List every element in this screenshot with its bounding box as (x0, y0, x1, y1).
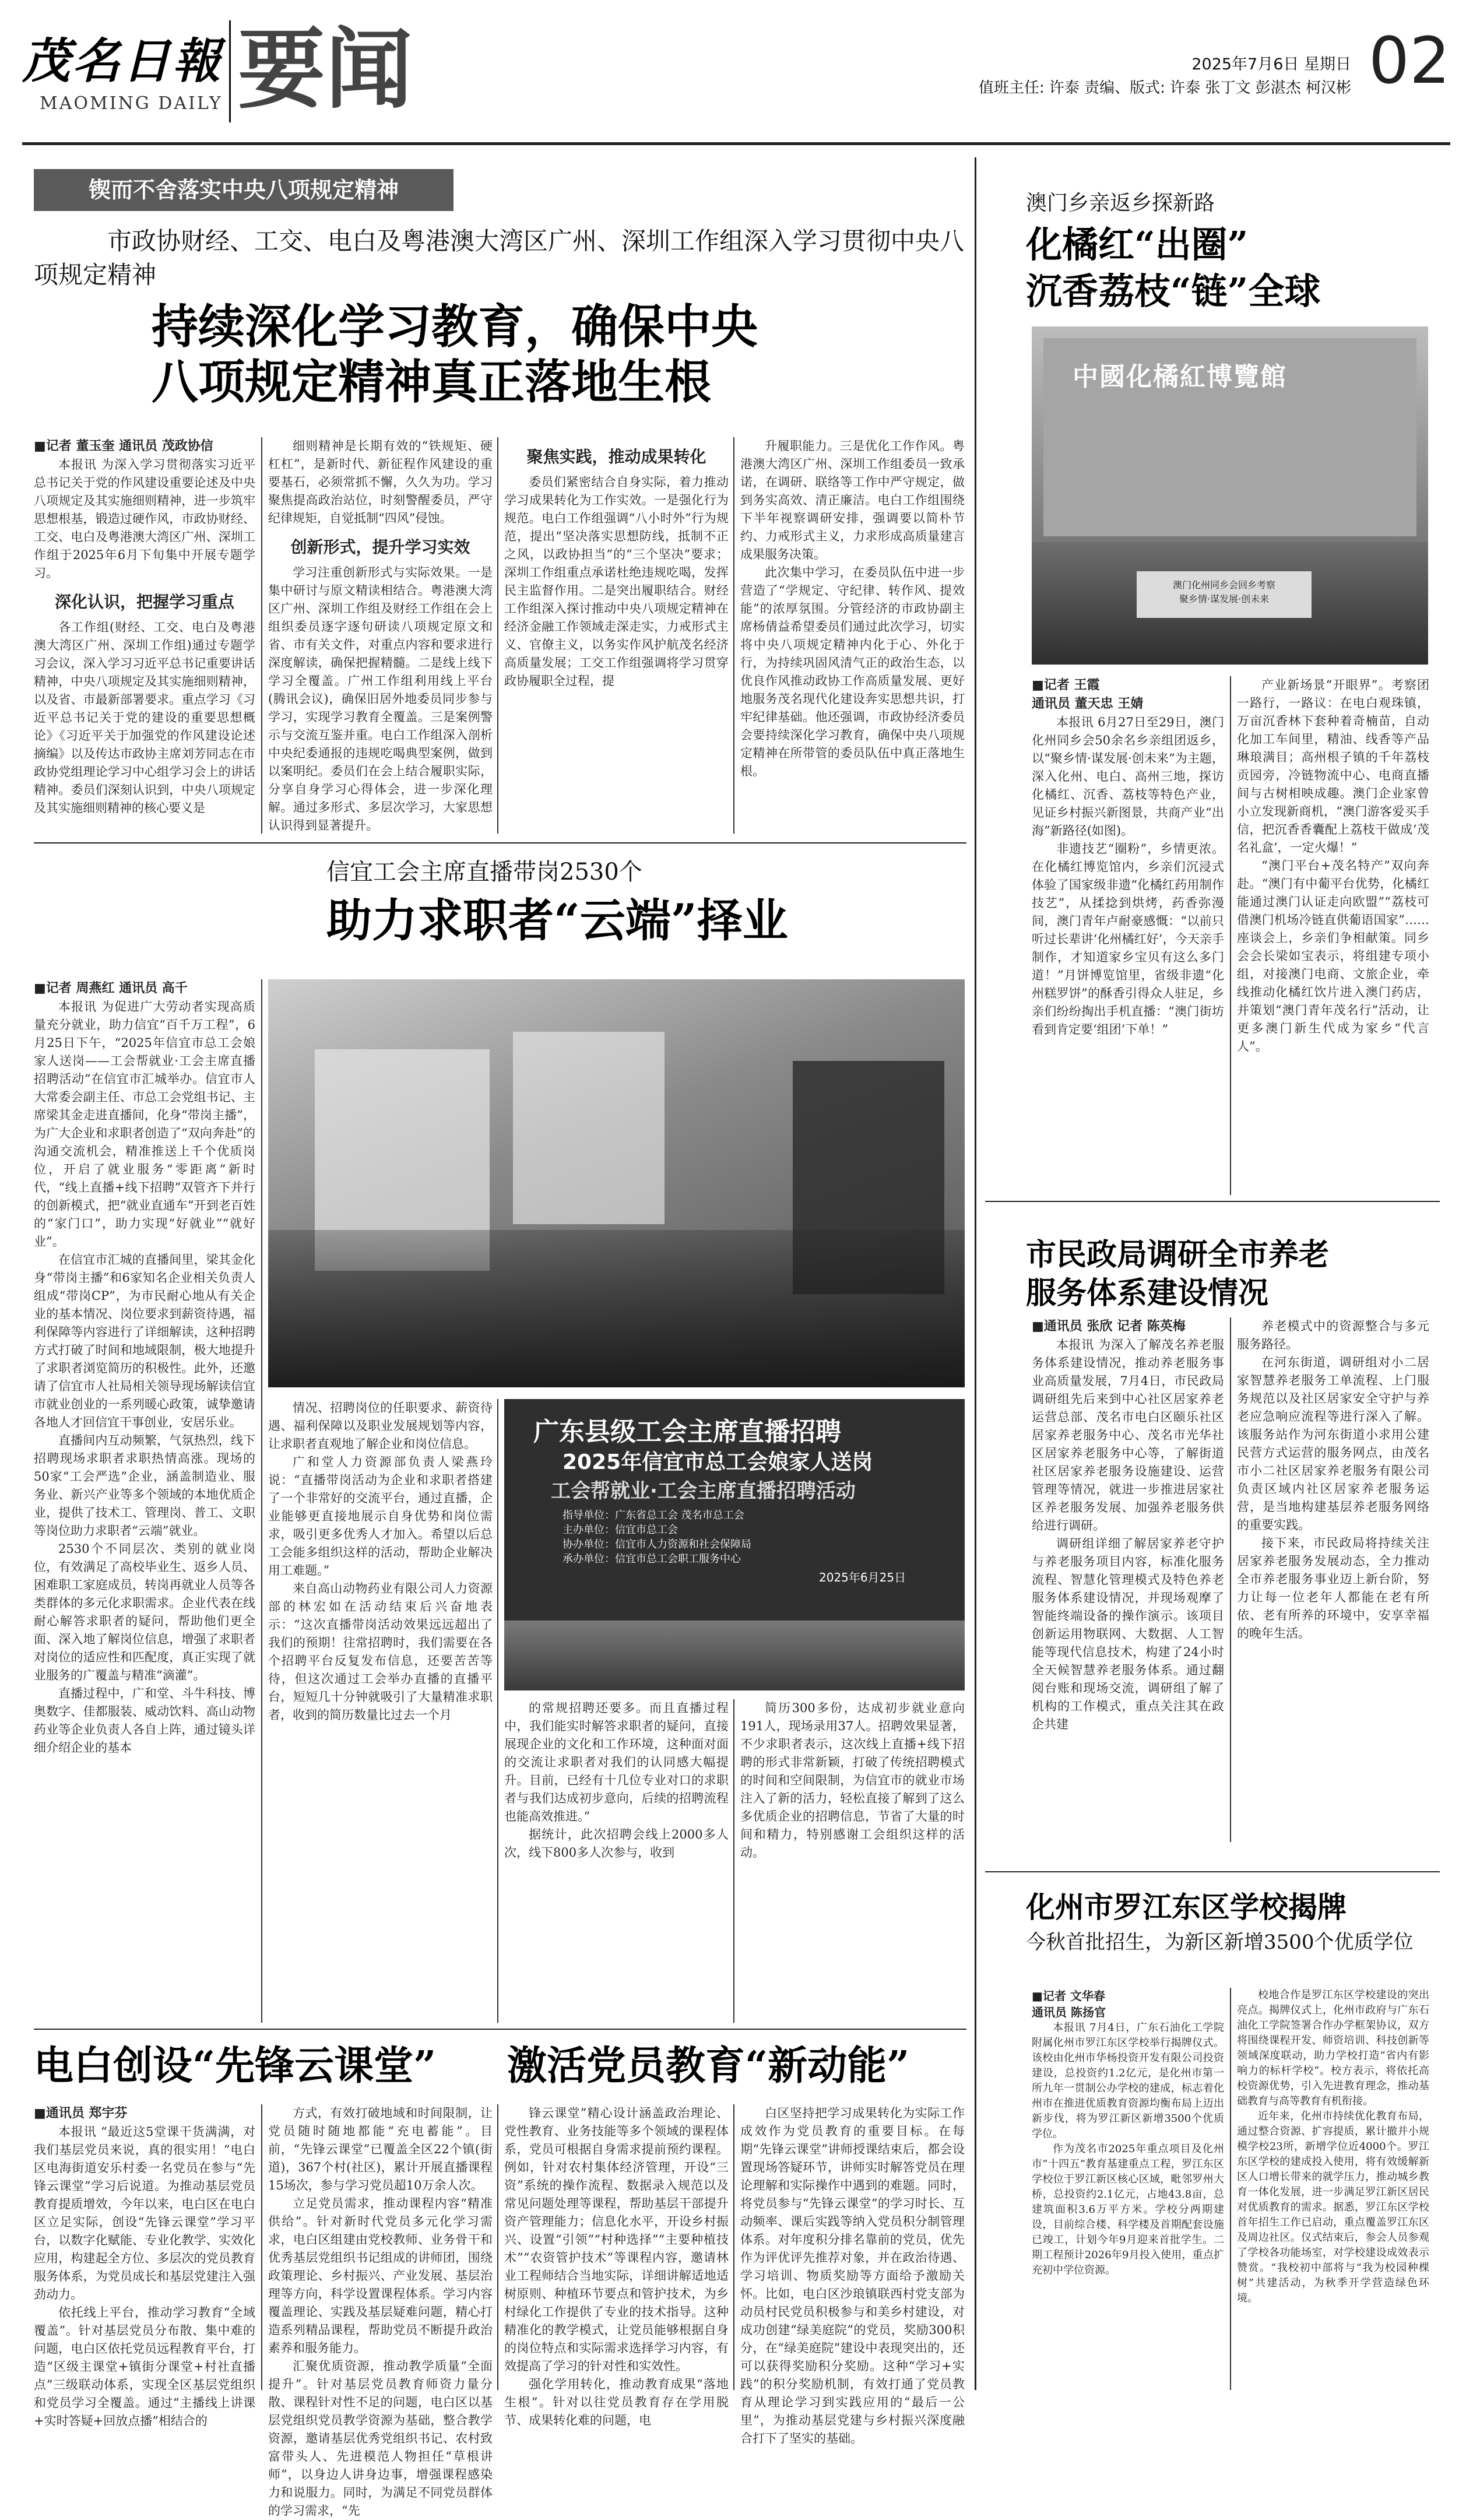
macao-title-2: 沉香荔枝“链”全球 (1026, 270, 1321, 312)
eldercare-paragraph: 养老模式中的资源整合与多元服务路径。 (1237, 1319, 1429, 1351)
jobs-paragraph: 来自高山动物药业有限公司人力资源部的林宏如在活动结束后兴奋地表示：“这次直播带岗活动效果远远超出了我们的预期！往常招聘时，我们需要在各个招聘平台反复发布信息，还要苦苦等待，但这次通过工会举办直播的直播平台，短短几十分钟就吸引了大量精准求职者，收到的简历数量比过去一个月 (268, 1581, 493, 1722)
column-rule (1230, 676, 1231, 1195)
lead-col-2 (268, 437, 493, 835)
party-col-2 (268, 2104, 493, 2520)
section-title: 要闻 (238, 19, 413, 121)
party-col-4 (740, 2104, 965, 2448)
macao-paragraph: 非遗技艺“圈粉”，乡情更浓。在化橘红博览馆内，乡亲们沉浸式体验了国家级非遗“化橘红药用制作技艺”，从揉捻到烘烤，药香弥漫间，澳门青年卢耐豪感慨：“以前只听过长辈讲‘化州橘红好’，今天亲手制作，才知道家乡宝贝有这么多门道！”月饼博览馆里，省级非遗“化州糕罗饼”的酥香引得众人驻足，乡亲们纷纷掏出手机直播：“澳门街坊看到肯定要‘组团’下单！” (1032, 842, 1224, 1036)
issue-date: 2025年7月6日 星期日 (1191, 55, 1351, 73)
column-rule (261, 437, 262, 834)
school-paragraph: 近年来，化州市持续优化教育布局，通过整合资源、扩容提质，累计撤并小规模学校23所，新增学位近4000个。罗江东区学校的建成投入使用，将有效缓解新区人口增长带来的就学压力，推动城乡教育一体化发展，进一步满足罗江新区居民对优质教育的需求。据悉，罗江东区学校首年招生工作已启动，重点覆盖罗江东区及周边社区。仪式结束后，参会人员参观了学校各功能场室，对学校建设成效表示赞赏。“我校初中部将与“我为校园种棵树”共建活动，为秋季开学营造绿色环境。 (1237, 2110, 1429, 2304)
stage-credits: 指导单位：广东省总工会 茂名市总工会 (563, 1509, 744, 1521)
photo-livestream-stage (504, 1399, 965, 1690)
lead-paragraph: 学习注重创新形式与实际效果。一是集中研讨与原文精读相结合。粤港澳大湾区广州、深圳工作组及财经工作组在会上组织委员逐字逐句研读八项规定原文和省、市有关文件，对重点内容和要求进行深度解读，确保把握精髓。二是线上线下学习全覆盖。广州工作组利用线上平台(腾讯会议)，确保旧居外地委员同步参与学习，实现学习教育全覆盖。三是案例警示与交流互鉴并重。电白工作组深入剖析中央纪委通报的违规吃喝典型案例，做到以案明纪。委员们在会上结合履职实际，分享自身学习心得体会，进一步深化理解。通过多形式、多层次学习，大家思想认识得到显著提升。 (268, 565, 493, 832)
column-rule (261, 2104, 262, 2390)
lead-col-4 (740, 437, 965, 781)
eldercare-title-1: 市民政局调研全市养老 (1026, 1237, 1330, 1273)
lead-paragraph: 各工作组(财经、工交、电白及粤港澳大湾区广州、深圳工作组)通过专题学习会议，深入学习习近平总书记重要讲话精神，中央八项规定及其实施细则精神，以及省、市最新部署要求。重点学习《习近平总书记关于党的建设的重要思想概论》《习近平关于加强党的作风建设论述摘编》以及传达市政协主席刘芳同志在市政协党组理论学习中心组学习会上的讲话精神。委员们深刻认识到，中央八项规定及其实施细则精神的核心要义是 (34, 620, 255, 815)
jobs-paragraph: 2530个不同层次、类别的就业岗位，有效满足了高校毕业生、返乡人员、困难职工家庭成员，转岗再就业人员等各类群体的多元化求职需求。企业代表在线耐心解答求职者的疑问，帮助他们更全面、深入地了解岗位信息，增强了求职者对岗位的适应性和匹配度，真正实现了就业服务的广覆盖与精准“滴灌”。 (34, 1542, 255, 1682)
party-title-right: 激活党员教育“新动能” (507, 2043, 910, 2089)
column-rule (1230, 1988, 1231, 2390)
photo-boards (513, 1032, 665, 1224)
photo-crowd (268, 1230, 965, 1387)
macao-paragraph: “澳门平台+茂名特产”双向奔赴。“澳门有中葡平台优势，化橘红能通过澳门认证走向欧盟”“荔枝可借澳门机场冷链直供葡语国家”……座谈会上，乡亲们争相献策。同乡会会长梁如宝表示，将组建专项小组，对接澳门电商、文旅企业，牵线推动化橘红饮片进入澳门药店，并策划“澳门青年茂名行”活动，让更多澳门新生代成为家乡“代言人”。 (1237, 859, 1429, 1053)
photo-macao-visit (1032, 326, 1428, 665)
section-rule (985, 1201, 1440, 1202)
macao-title-1: 化橘红“出圈” (1026, 223, 1249, 266)
jobs-paragraph: 本报讯 为促进广大劳动者实现高质量充分就业，助力信宜“百千万工程”，6月25日下午，“2025年信宜市总工会娘家人送岗——工会帮就业·工会主席直播招聘活动”在信宜市汇城举办。信宜市人大常委会副主任、市总工会党组书记、主席梁其金走进直播间，化身“带岗主播”，为广大企业和求职者创造了“双向奔赴”的沟通交流机会，精准推送上千个优质岗位，开启了就业服务“零距离”新时代，“线上直播+线下招聘”双管齐下并行的创新模式，把“就业直通车”开到老百姓的“家门口”，助力实现“好就业”“就好业”。 (34, 1000, 255, 1249)
macao-byline: ■记者 王霞 通讯员 董天忠 王婧 (1032, 678, 1144, 711)
party-paragraph: 汇聚优质资源，推动教学质量“全面提升”。针对基层党员教育师资力量分散、课程针对性不足的问题，电白区以基层党组织党员教学资源为基础，整合教学资源，邀请基层优秀党组织书记、农村致富带头人、先进模范人物担任“草根讲师”，以身边人讲身边事，增强课程感染力和说服力。同时，为满足不同党员群体的学习需求，“先 (268, 2359, 493, 2518)
lead-title-2: 八项规定精神真正落地生根 (152, 354, 711, 409)
eldercare-col-2 (1237, 1317, 1429, 1643)
group-banner: 澳门化州同乡会回乡考察 聚乡情·谋发展·创未来 (1137, 571, 1312, 618)
lead-col-3 (504, 437, 729, 690)
hall-sign: 中國化橘紅博覽館 (1073, 362, 1287, 392)
macao-kicker: 澳门乡亲返乡探新路 (1026, 191, 1215, 215)
party-byline: ■通讯员 郑宇芬 (34, 2106, 128, 2121)
jobs-paragraph: 广和堂人力资源部负责人梁燕玲说：“直播带岗活动为企业和求职者搭建了一个非常好的交流平台，通过直播，企业能够更直接地展示自身优势和岗位需求，吸引更多优秀人才加入。希望以后总工会能多组织这样的活动，帮助企业解决用工难题。” (268, 1455, 493, 1577)
party-paragraph: 方式，有效打破地域和时间限制，让党员随时随地都能“充电蓄能”。目前，“先锋云课堂”已覆盖全区22个镇(街道)，367个村(社区)，累计开展直播课程15场次，参与学习党员超10万余人次。 (268, 2106, 493, 2192)
lead-subhead: 聚焦实践，推动成果转化 (526, 447, 706, 466)
school-title: 化州市罗江东区学校揭牌 (1026, 1890, 1347, 1924)
stage-banner-3: 工会帮就业·工会主席直播招聘活动 (551, 1479, 856, 1503)
eldercare-byline: ■通讯员 张欣 记者 陈英梅 (1032, 1319, 1186, 1334)
lead-paragraph: 本报讯 为深入学习贯彻落实习近平总书记关于党的作风建设重要论述及中央八项规定及其实施细则精神，进一步筑牢思想根基，锻造过硬作风，市政协财经、工交、电白及粤港澳大湾区广州、深圳工作组于2025年6月下旬集中开展专题学习。 (34, 458, 255, 580)
eldercare-col-1 (1032, 1317, 1224, 1734)
rail-rule (975, 157, 976, 2390)
column-rule (497, 2104, 498, 2390)
eldercare-title-2: 服务体系建设情况 (1026, 1275, 1269, 1311)
macao-paragraph: 产业新场景“开眼界”。考察团一路行，一路议：在电白观珠镇，万亩沉香林下套种着奇楠苗，自动化加工车间里，精油、线香等产品琳琅满目；高州根子镇的千年荔枝贡园旁，冷链物流中心、电商直播间与古树相映成趣。澳门企业家曾小立发现新商机，“澳门游客爱买手信，把沉香香囊配上荔枝干做成‘茂名礼盒’，一定火爆！” (1237, 678, 1429, 855)
lead-paragraph: 委员们紧密结合自身实际，着力推动学习成果转化为工作实效。一是强化行为规范。电白工作组强调“八小时外”行为规范，提出“坚决落实思想防线，抵制不正之风，以政协担当”的“三个坚决”要求；深圳工作组重点承诺杜绝违规吃喝，发挥民主监督作用。二是突出履职结合。财经工作组深入探讨推动中央八项规定精神在经济金融工作领域走深走实，力戒形式主义、官僚主义，以务实作风护航茂名经济高质量发展；工交工作组强调将学习贯穿政协履职全过程，提 (504, 475, 729, 688)
party-paragraph: 本报讯 “最近这5堂课干货满满，对我们基层党员来说，真的很实用！”电白区电海街道安乐村委一名党员在参与“先锋云课堂”学习后说道。为推动基层党员教育提质增效，今年以来，电白区在电白区立足实际，创设“先锋云课堂”学习平台，以数字化赋能、专业化教学、实效化应用，构建起全方位、多层次的党员教育服务体系，为党员成长和基层党建注入强劲动力。 (34, 2125, 255, 2301)
eldercare-paragraph: 本报讯 为深入了解茂名养老服务体系建设情况，推动养老服务事业高质量发展，7月4日，市民政局调研组先后来到中心社区居家养老运营总部、茂名市电白区颐乐社区居家养老服务中心、茂名市光华社区居家养老服务中心等，了解街道社区居家养老服务设施建设、运营管理等情况，就进一步推进居家社区养老服务发展、加强养老服务供给进行调研。 (1032, 1338, 1224, 1533)
column-rule (497, 1399, 498, 2023)
photo-job-fair (268, 979, 965, 1387)
jobs-title: 助力求职者“云端”择业 (326, 894, 788, 947)
masthead (22, 17, 1450, 140)
jobs-byline: ■记者 周燕红 通讯员 高千 (34, 981, 188, 996)
party-col-1 (34, 2104, 255, 2430)
eldercare-paragraph: 调研组详细了解居家养老守护与养老服务项目内容，标准化服务流程、智慧化管理模式及特色养老服务体系建设情况，并现场观摩了智能终端设备的操作演示。该项目创新运用物联网、大数据、人工智能等现代信息技术，构建了24小时全天候智慧养老服务体系。通过翻阅台账和现场交流，调研组了解了机构的工作模式，重点关注其在政企共建 (1032, 1537, 1224, 1731)
stage-credits: 主办单位：信宜市总工会 (563, 1524, 678, 1536)
jobs-mid-col-2 (268, 1399, 493, 1724)
lead-paragraph: 升履职能力。三是优化工作作风。粤港澳大湾区广州、深圳工作组委员一致承诺，在调研、联络等工作中严守规定，做到务实高效、清正廉洁。电白工作组围绕下半年视察调研安排，强调要以简朴节约、力戒形式主义，力求形成高质量建言成果服务决策。 (740, 439, 965, 561)
column-rule (261, 979, 262, 2023)
jobs-paragraph: 情况、招聘岗位的任职要求、薪资待遇、福利保障以及职业发展规划等内容，让求职者直观地了解企业和岗位信息。 (268, 1401, 493, 1451)
macao-paragraph: 本报讯 6月27日至29日，澳门化州同乡会50余名乡亲组团返乡，以“聚乡情·谋发展·创未来”为主题，深入化州、电白、高州三地，探访化橘红、沉香、荔枝等特色产业，见证乡村振兴新图景，共商产业“出海”新路径(如图)。 (1032, 715, 1224, 838)
school-paragraph: 校地合作是罗江东区学校建设的突出亮点。揭牌仪式上，化州市政府与广东石油化工学院签署合作办学框架协议，双方将围绕课程开发、师资培训、科技创新等领域深度联动，助力学校打造“省内有影响力的标杆学校”。校方表示，将依托高校资源优势，引入先进教育理念，推动基础教育与高等教育有机衔接。 (1237, 1989, 1429, 2107)
section-rule (34, 842, 966, 843)
jobs-col-1 (34, 979, 255, 1757)
stage-banner-2: 2025年信宜市总工会娘家人送岗 (563, 1450, 873, 1474)
macao-col-2 (1237, 676, 1429, 1056)
jobs-paragraph: 直播间内互动频繁，气氛热烈，线下招聘现场求职者求职热情高涨。现场的50家“工会严选”企业，涵盖制造业、服务业、新兴产业等多个领域的本地优质企业，提供了技术工、管理岗、普工、文职等岗位助力求职者“云端”就业。 (34, 1433, 255, 1538)
banner-tag: 锲而不舍落实中央八项规定精神 (34, 169, 453, 211)
section-divider (229, 20, 231, 122)
lead-subhead: 创新形式，提升学习实效 (290, 537, 470, 557)
section-rule (34, 2029, 966, 2030)
party-paragraph: 强化学用转化，推动教育成果“落地生根”。针对以往党员教育存在学用脱节、成果转化难的问题，电 (504, 2377, 729, 2427)
jobs-paragraph: 在信宜市汇城的直播间里，梁其金化身“带岗主播”和6家知名企业相关负责人组成“带岗CP”，为市民耐心地从有关企业的基本情况、岗位要求到薪资待遇，福利保障等内容进行了详细解读，这种招聘方式打破了时间和地域限制，极大地提升了求职者浏览简历的积极性。此外，还邀请了信宜市人社局相关领导现场解读信宜市就业创业的一系列暖心政策，诚挚邀请各地人才回信宜干事创业，安居乐业。 (34, 1253, 255, 1429)
jobs-mid-col-3 (504, 1699, 729, 1862)
page-number: 02 (1369, 23, 1450, 98)
column-rule (733, 437, 734, 834)
column-rule (1230, 1317, 1231, 1842)
column-rule (733, 1699, 734, 2023)
stage-credits: 协办单位：信宜市人力资源和社会保障局 (563, 1538, 751, 1551)
lead-kicker: 市政协财经、工交、电白及粤港澳大湾区广州、深圳工作组深入学习贯彻中央八项规定精神 (34, 227, 965, 289)
eldercare-paragraph: 接下来，市民政局将持续关注居家养老服务发展动态，全力推动全市养老服务事业迈上新台阶，努力让每一位老年人都能在老有所依、老有所养的环境中，安享幸福的晚年生活。 (1237, 1536, 1429, 1640)
masthead-logo-en: MAOMING DAILY (40, 93, 223, 114)
jobs-paragraph: 的常规招聘还要多。而且直播过程中，我们能实时解答求职者的疑问，直接展现企业的文化和工作环境，这种面对面的交流让求职者对我们的认同感大幅提升。目前，已经有十几位专业对口的求职者与我们达成初步意向，后续的招聘流程也能高效推进。” (504, 1701, 729, 1823)
column-rule (497, 437, 498, 834)
party-paragraph: 依托线上平台，推动学习教育“全域覆盖”。针对基层党员分布散、集中难的问题，电白区依托党员远程教育平台，打造“区级主课堂+镇街分课堂+村社直播点”三级联动体系，实现全区基层党组织和党员学习全覆盖。通过“主播线上讲课+实时答疑+回放点播”相结合的 (34, 2305, 255, 2428)
section-rule (985, 1871, 1440, 1872)
school-col-2 (1237, 1988, 1429, 2306)
jobs-mid-col-4 (740, 1699, 965, 1862)
jobs-kicker: 信宜工会主席直播带岗2530个 (326, 859, 642, 885)
column-rule (733, 2104, 734, 2390)
masthead-logo: 茂名日報 (22, 33, 223, 89)
party-col-3 (504, 2104, 729, 2430)
masthead-rule (22, 142, 1450, 145)
macao-col-1 (1032, 676, 1224, 1039)
school-subtitle: 今秋首批招生，为新区新增3500个优质学位 (1026, 1931, 1414, 1954)
stage-desk (504, 1621, 965, 1690)
school-col-1 (1032, 1988, 1224, 2278)
lead-byline: ■记者 董玉奎 通讯员 茂政协信 (34, 439, 213, 454)
party-title-left: 电白创设“先锋云课堂” (34, 2043, 437, 2089)
eldercare-paragraph: 在河东街道，调研组对小二居家智慧养老服务工单流程、上门服务规范以及社区居家安全守护与养老应急响应流程等进行深入了解。该服务站作为河东街道小求用公建民营方式运营的服务网点，由茂名市小二社区居家养老服务有限公司负责区域内社区居家养老服务运营，是当地构建基层养老服务网络的重要实践。 (1237, 1355, 1429, 1532)
lead-subhead: 深化认识，把握学习重点 (54, 592, 234, 611)
party-paragraph: 锋云课堂”精心设计涵盖政治理论、党性教育、业务技能等多个领域的课程体系，党员可根据自身需求提前预约课程。例如，针对农村集体经济管理，开设“三资”系统的操作流程、数据录入规范以及常见问题处理等课程，帮助基层干部提升资产管理能力；信息化水平，开设乡村振兴、设置“引领”“村种选择”“主要种植技术”“农资管护技术”等课程内容，邀请林业工程师结合当地实际，详细讲解适地适树原则、种植环节要点和管护技术，为乡村绿化工作提供了专业的技术指导。这种精准化的教学模式，让党员能够根据自身的岗位特点和实际需求选择学习内容，有效提高了学习的针对性和实效性。 (504, 2106, 729, 2373)
lead-title-1: 持续深化学习教育，确保中央 (152, 299, 758, 354)
jobs-paragraph: 简历300多份，达成初步就业意向191人，现场录用37人。招聘效果显著，不少求职者表示，这次线上直播+线下招聘的形式非常新颖，打破了传统招聘模式的时间和空间限制，为信宜市的就业市场注入了新的活力，轻松直接了解到了这么多优质企业的招聘信息，节省了大量的时间和精力，特别感谢工会组织这样的活动。 (740, 1701, 965, 1860)
school-paragraph: 作为茂名市2025年重点项目及化州市“十四五”教育基建重点工程，罗江东区学校位于罗江新区核心区域，毗邻罗州大桥，总投资约2.1亿元，占地43.8亩，总建筑面积3.6万平方米。学校分两期建设，目前综合楼、科学楼及首期配套设施已竣工，计划今年9月迎来首批学生。二期工程预计2026年9月投入使用，重点扩充初中学位资源。 (1032, 2143, 1224, 2276)
school-byline: ■记者 文华春 通讯员 陈扬官 (1032, 1989, 1106, 2019)
school-paragraph: 本报讯 7月4日，广东石油化工学院附属化州市罗江东区学校举行揭牌仪式。该校由化州市华杨投资开发有限公司投资建设，总投资约1.2亿元，是化州市第一所九年一贯制公办学校的建成，标志着化州市在推进优质教育资源均衡布局上迈出新步伐，将为罗江新区新增3500个优质学位。 (1032, 2022, 1224, 2140)
jobs-paragraph: 直播过程中，广和堂、斗牛科技、博奥数字、佳都服装、威动饮料、高山动物药业等企业负责人各自上阵，通过镜头详细介绍企业的基本 (34, 1686, 255, 1755)
jobs-paragraph: 据统计，此次招聘会线上2000多人次，线下800多人次参与，收到 (504, 1827, 729, 1860)
stage-banner-1: 广东县级工会主席直播招聘 (533, 1417, 841, 1447)
stage-date: 2025年6月25日 (819, 1570, 906, 1584)
staff-line: 值班主任: 许泰 责编、版式: 许泰 张丁文 彭湛杰 柯汉彬 (978, 79, 1351, 97)
party-paragraph: 立足党员需求，推动课程内容“精准供给”。针对新时代党员多元化学习需求，电白区组建由党校教师、业务骨干和优秀基层党组织书记组成的讲师团，围绕政策理论、乡村振兴、产业发展、基层治理等方向，科学设置课程体系。学习内容覆盖理论、实践及基层疑难问题，精心打造系列精品课程，帮助党员不断提升政治素养和服务能力。 (268, 2196, 493, 2355)
lead-paragraph: 细则精神是长期有效的“铁规矩、硬杠杠”，是新时代、新征程作风建设的重要基石，必须常抓不懈，久久为功。学习聚焦提高政治站位，时刻警醒委员，严守纪律规矩，自觉抵制“四风”侵蚀。 (268, 439, 493, 525)
lead-paragraph: 此次集中学习，在委员队伍中进一步营造了“学规定、守纪律、转作风、提效能”的浓厚氛围。分管经济的市政协副主席杨倩益希望委员们通过此次学习，切实将中央八项规定精神内化于心、外化于行，为持续巩固风清气正的政治生态，以优良作风推动政协工作高质量发展、更好地服务茂名现代化建设奔实思想共识，打牢纪律基础。他还强调，市政协经济委员会要持续深化学习教育，确保中央八项规定精神在所带管的委员队伍中真正落地生根。 (740, 565, 965, 778)
stage-credits: 承办单位：信宜市总工会职工服务中心 (563, 1553, 741, 1565)
lead-col-1 (34, 437, 255, 817)
party-paragraph: 白区坚持把学习成果转化为实际工作成效作为党员教育的重要目标。在每期“先锋云课堂”讲师授课结束后，都会设置现场答疑环节，讲师实时解答党员在理论理解和实际操作中遇到的难题。同时，将党员参与“先锋云课堂”的学习时长、互动频率、课后实践等纳入党员积分制管理体系。对年度积分排名靠前的党员，优先作为评优评先推荐对象，并在政治待遇、学习培训、物质奖励等方面给予激励关怀。比如，电白区沙琅镇联西村党支部为动员村民党员积极参与和美乡村建设，对成功创建“绿美庭院”的党员，奖励300积分，在“绿美庭院”建设中表现突出的，还可以获得奖励积分奖励。这种“学习+实践”的积分奖励机制，有效打通了党员教育从理论学习到实践应用的“最后一公里”，为推动基层党建与乡村振兴深度融合打下了坚实的基础。 (740, 2106, 965, 2445)
